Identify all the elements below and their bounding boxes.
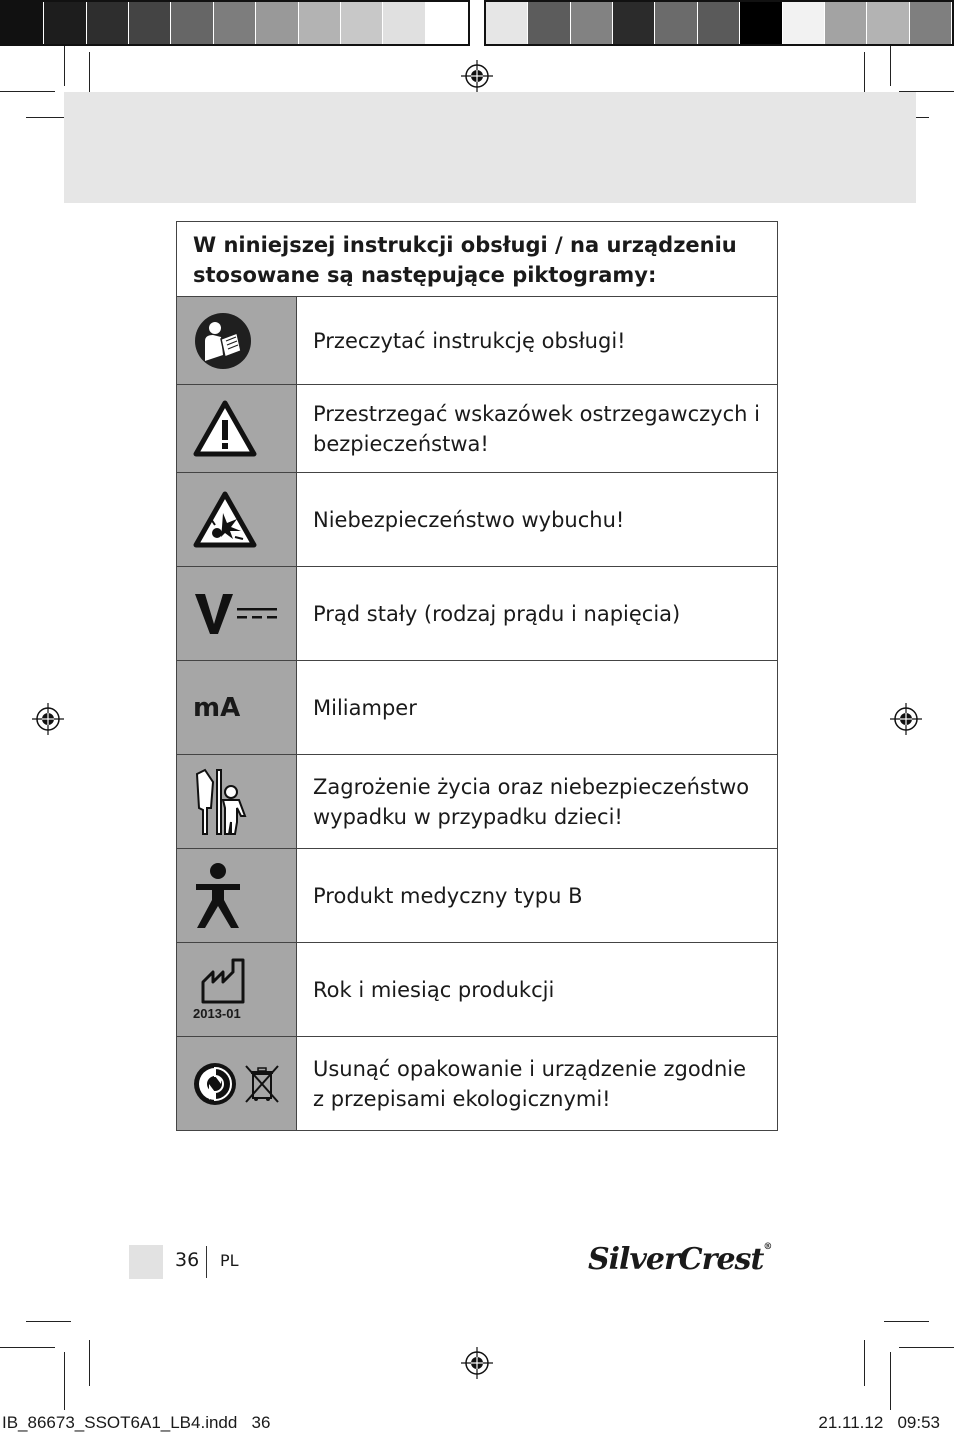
- brand-name: SilverCrest: [588, 1242, 764, 1277]
- crop-mark: [890, 1352, 891, 1410]
- color-swatch: [426, 2, 468, 44]
- icon-cell: [177, 1037, 297, 1131]
- row-text: Prąd stały (rodzaj prądu i napięcia): [297, 567, 778, 661]
- color-swatch: [698, 2, 740, 44]
- row-text: Produkt medyczny typu B: [297, 849, 778, 943]
- crop-mark: [0, 91, 55, 92]
- color-swatch: [256, 2, 298, 44]
- manufacture-date-icon: [199, 958, 247, 1004]
- color-swatch: [740, 2, 782, 44]
- row-text: Przestrzegać wskazówek ostrzegawczych i bezpieczeństwa!: [297, 385, 778, 473]
- icon-cell: [177, 385, 297, 473]
- row-text: Przeczytać instrukcję obsługi!: [297, 297, 778, 385]
- registration-mark-icon: [461, 60, 493, 92]
- color-calibration-bar-right: [484, 0, 954, 46]
- row-text: Zagrożenie życia oraz niebezpieczeństwo wypadku w przypadku dzieci!: [297, 755, 778, 849]
- crop-mark: [0, 1347, 55, 1348]
- color-swatch: [910, 2, 952, 44]
- registration-mark-icon: [890, 703, 922, 735]
- color-calibration-bar-left: [0, 0, 470, 46]
- milliampere-symbol: mA: [193, 692, 241, 723]
- row-text: Miliamper: [297, 661, 778, 755]
- color-swatch: [2, 2, 44, 44]
- pictogram-table: [176, 221, 778, 1131]
- color-swatch: [867, 2, 909, 44]
- table-row: [177, 473, 778, 567]
- print-slug-timestamp: 21.11.12 09:53: [818, 1413, 940, 1432]
- warning-triangle-icon: [193, 400, 257, 458]
- color-swatch: [528, 2, 570, 44]
- color-swatch: [299, 2, 341, 44]
- print-slug-file: IB_86673_SSOT6A1_LB4.indd 36: [2, 1413, 271, 1432]
- crop-mark: [64, 1352, 65, 1410]
- color-swatch: [171, 2, 213, 44]
- header-band: [64, 92, 916, 203]
- footer-tab-marker: [129, 1245, 163, 1279]
- table-header-row: [177, 222, 778, 297]
- explosion-warning-icon: [193, 491, 257, 549]
- color-swatch: [486, 2, 528, 44]
- crop-mark: [899, 1347, 954, 1348]
- color-swatch: [571, 2, 613, 44]
- table-row: [177, 385, 778, 473]
- color-swatch: [825, 2, 867, 44]
- direct-current-icon: [193, 590, 281, 638]
- table-row: [177, 661, 778, 755]
- read-manual-icon: [193, 311, 253, 371]
- color-swatch: [655, 2, 697, 44]
- crop-mark: [89, 1340, 90, 1386]
- color-swatch: [783, 2, 825, 44]
- color-swatch: [383, 2, 425, 44]
- crop-mark: [884, 1321, 929, 1322]
- color-swatch: [44, 2, 86, 44]
- table-row: [177, 849, 778, 943]
- icon-cell: [177, 473, 297, 567]
- row-text: Rok i miesiąc produkcji: [297, 943, 778, 1037]
- page-number: 36: [175, 1249, 200, 1271]
- icon-cell: [177, 755, 297, 849]
- child-danger-icon: [193, 768, 249, 836]
- registration-mark-icon: [461, 1347, 493, 1379]
- type-b-applied-part-icon: [193, 862, 243, 930]
- crop-mark: [890, 46, 891, 86]
- row-text: Niebezpieczeństwo wybuchu!: [297, 473, 778, 567]
- manufacture-date: 2013-01: [193, 1006, 241, 1021]
- table-row: [177, 1037, 778, 1131]
- table-row: [177, 567, 778, 661]
- registration-mark-icon: [32, 703, 64, 735]
- table-row: [177, 297, 778, 385]
- row-text: Usunąć opakowanie i urządzenie zgodnie z przepisami ekologicznymi!: [297, 1037, 778, 1131]
- brand-logo: [588, 1242, 771, 1277]
- crop-mark: [64, 46, 65, 86]
- table-row: [177, 943, 778, 1037]
- footer-divider: [206, 1246, 207, 1278]
- icon-cell: [177, 567, 297, 661]
- registered-mark: ®: [763, 1242, 772, 1252]
- crop-mark: [864, 1340, 865, 1386]
- green-dot-recycling-icon: [193, 1062, 237, 1106]
- color-swatch: [613, 2, 655, 44]
- color-swatch: [341, 2, 383, 44]
- language-code: PL: [220, 1251, 239, 1270]
- icon-cell: [177, 943, 297, 1037]
- crop-mark: [26, 1321, 71, 1322]
- table-row: [177, 755, 778, 849]
- color-swatch: [129, 2, 171, 44]
- table-header: W niniejszej instrukcji obsługi / na urządzeniu stosowane są następujące piktogramy:: [177, 222, 778, 297]
- icon-cell: [177, 661, 297, 755]
- crossed-bin-icon: [243, 1064, 281, 1104]
- icon-cell: [177, 297, 297, 385]
- color-swatch: [87, 2, 129, 44]
- color-swatch: [214, 2, 256, 44]
- icon-cell: [177, 849, 297, 943]
